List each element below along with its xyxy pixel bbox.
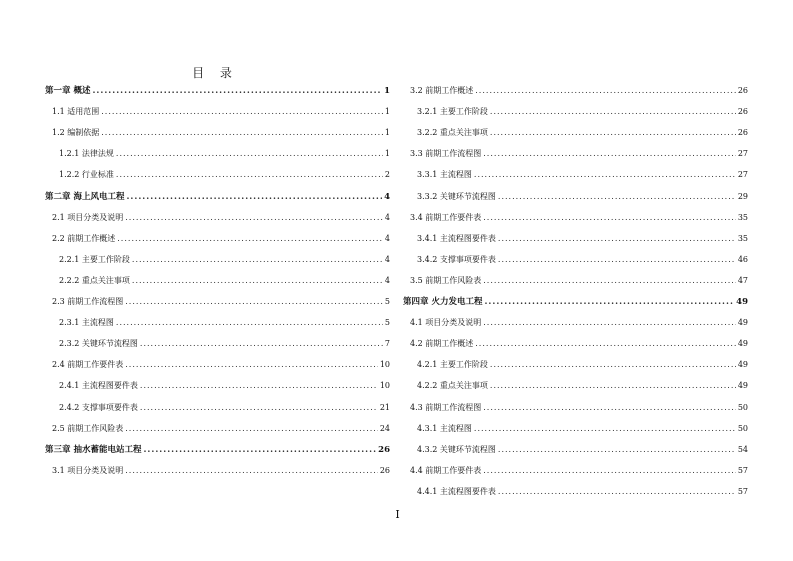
toc-dot-leader [483, 211, 736, 225]
page-number: I [395, 508, 400, 521]
toc-section-entry[interactable] [403, 84, 748, 98]
toc-dot-leader [143, 443, 376, 457]
toc-entry-page: 49 [737, 360, 748, 370]
toc-entry-label: 2.3 前期工作流程图 [52, 297, 124, 306]
toc-dot-leader [484, 295, 734, 309]
toc-entry-label: 1.2 编制依据 [52, 128, 100, 138]
toc-entry-label: 第一章 概述 [45, 86, 91, 96]
toc-section-entry[interactable] [403, 232, 748, 246]
toc-section-entry[interactable] [45, 253, 390, 267]
toc-entry-page: 4 [384, 254, 390, 264]
toc-entry-page: 49 [737, 339, 748, 349]
toc-dot-leader [474, 422, 736, 436]
toc-entry-page: 49 [737, 381, 748, 391]
toc-dot-leader [498, 443, 736, 457]
toc-entry-page: 35 [737, 233, 748, 243]
toc-dot-leader [125, 295, 383, 309]
toc-entry-label: 2.4.1 主流程图要件表 [59, 381, 138, 391]
toc-dot-leader [125, 464, 378, 478]
toc-section-entry[interactable] [403, 422, 748, 436]
toc-entry-page: 50 [737, 402, 748, 412]
toc-entry-label: 2.4 前期工作要件表 [52, 360, 124, 370]
toc-section-entry[interactable] [403, 316, 748, 330]
toc-entry-label: 4.1 项目分类及说明 [410, 318, 482, 328]
toc-entry-label: 3.2.1 主要工作阶段 [417, 107, 488, 117]
toc-section-entry[interactable] [403, 253, 748, 267]
toc-dot-leader [126, 190, 382, 204]
toc-dot-leader [116, 168, 383, 182]
toc-section-entry[interactable] [403, 168, 748, 182]
toc-dot-leader [101, 126, 383, 140]
toc-section-entry[interactable] [45, 295, 390, 309]
toc-entry-page: 49 [737, 318, 748, 328]
toc-entry-page: 35 [737, 212, 748, 222]
toc-dot-leader [483, 464, 736, 478]
toc-entry-page: 24 [379, 423, 390, 433]
toc-section-entry[interactable] [45, 464, 390, 478]
toc-entry-page: 57 [737, 486, 748, 496]
toc-section-entry[interactable] [403, 274, 748, 288]
toc-entry-label: 2.1 项目分类及说明 [52, 212, 124, 222]
toc-section-entry[interactable] [403, 105, 748, 119]
toc-dot-leader [490, 126, 736, 140]
toc-entry-page: 4 [384, 191, 390, 202]
toc-entry-page: 10 [379, 360, 390, 370]
toc-entry-label: 3.2.2 重点关注事项 [417, 128, 488, 138]
toc-section-entry[interactable] [45, 358, 390, 372]
toc-entry-page: 1 [384, 107, 390, 117]
toc-entry-label: 3.2 前期工作概述 [410, 86, 474, 95]
toc-dot-leader [101, 105, 383, 119]
toc-dot-leader [140, 337, 383, 351]
toc-entry-label: 4.4 前期工作要件表 [410, 465, 482, 475]
toc-dot-leader [498, 190, 736, 204]
toc-section-entry[interactable] [403, 126, 748, 140]
toc-section-entry[interactable] [45, 168, 390, 182]
toc-dot-leader [475, 84, 736, 98]
toc-chapter-entry[interactable] [45, 443, 390, 457]
toc-entry-label: 1.2.1 法律法规 [59, 149, 114, 159]
toc-section-entry[interactable] [45, 316, 390, 330]
toc-section-entry[interactable] [403, 401, 748, 415]
toc-entry-page: 47 [737, 275, 748, 285]
toc-section-entry[interactable] [45, 337, 390, 351]
toc-entry-label: 3.3.1 主流程图 [417, 170, 472, 180]
toc-dot-leader [132, 253, 383, 267]
toc-entry-label: 2.5 前期工作风险表 [52, 423, 124, 433]
toc-entry-page: 4 [384, 212, 390, 222]
toc-entry-page: 49 [736, 297, 748, 307]
toc-section-entry[interactable] [45, 126, 390, 140]
toc-dot-leader [498, 232, 736, 246]
toc-title: 目 录 [192, 66, 238, 80]
toc-entry-page: 27 [737, 170, 748, 180]
toc-entry-label: 4.2.2 重点关注事项 [417, 381, 488, 391]
toc-section-entry[interactable] [45, 422, 390, 436]
toc-entry-label: 4.3 前期工作流程图 [410, 402, 482, 412]
toc-dot-leader [92, 84, 382, 98]
toc-entry-label: 3.5 前期工作风险表 [410, 275, 482, 285]
toc-entry-label: 3.3 前期工作流程图 [410, 149, 482, 159]
toc-dot-leader [140, 401, 378, 415]
toc-entry-label: 2.2.2 重点关注事项 [59, 275, 130, 285]
toc-entry-label: 4.2 前期工作概述 [410, 339, 474, 349]
toc-dot-leader [125, 422, 378, 436]
toc-entry-page: 26 [737, 128, 748, 138]
toc-section-entry[interactable] [45, 379, 390, 393]
toc-section-entry[interactable] [45, 401, 390, 415]
toc-entry-page: 27 [737, 149, 748, 159]
toc-dot-leader [498, 485, 736, 499]
toc-entry-label: 4.3.2 关键环节流程图 [417, 444, 496, 454]
toc-dot-leader [475, 337, 736, 351]
toc-dot-leader [116, 147, 383, 161]
toc-entry-label: 4.4.1 主流程图要件表 [417, 486, 496, 496]
toc-chapter-entry[interactable] [45, 190, 390, 204]
toc-entry-label: 4.3.1 主流程图 [417, 423, 472, 433]
toc-dot-leader [483, 274, 736, 288]
toc-section-entry[interactable] [403, 147, 748, 161]
toc-section-entry[interactable] [403, 464, 748, 478]
toc-entry-page: 29 [737, 191, 748, 201]
toc-dot-leader [474, 168, 736, 182]
toc-section-entry[interactable] [45, 147, 390, 161]
toc-dot-leader [125, 358, 378, 372]
toc-entry-page: 26 [737, 107, 748, 117]
toc-entry-page: 26 [378, 444, 390, 455]
toc-section-entry[interactable] [403, 358, 748, 372]
toc-section-entry[interactable] [45, 274, 390, 288]
toc-entry-label: 2.4.2 支撑事项要件表 [59, 402, 138, 412]
toc-entry-page: 1 [384, 149, 390, 159]
toc-entry-label: 第二章 海上风电工程 [45, 191, 125, 202]
toc-entry-label: 3.3.2 关键环节流程图 [417, 191, 496, 201]
toc-entry-label: 3.1 项目分类及说明 [52, 465, 124, 475]
toc-entry-label: 第三章 抽水蓄能电站工程 [45, 444, 142, 455]
toc-entry-page: 5 [384, 318, 390, 328]
toc-entry-page: 57 [737, 465, 748, 475]
toc-entry-page: 2 [384, 170, 390, 180]
toc-section-entry[interactable] [403, 190, 748, 204]
toc-entry-label: 2.3.2 关键环节流程图 [59, 339, 138, 349]
toc-section-entry[interactable] [403, 443, 748, 457]
toc-chapter-entry[interactable] [45, 84, 390, 98]
toc-dot-leader [116, 316, 383, 330]
toc-entry-page: 1 [384, 128, 390, 138]
toc-entry-page: 26 [379, 465, 390, 475]
toc-entry-page: 1 [384, 86, 390, 96]
toc-chapter-entry[interactable] [403, 295, 748, 309]
toc-dot-leader [483, 147, 736, 161]
toc-entry-label: 2.2.1 主要工作阶段 [59, 254, 130, 264]
toc-dot-leader [140, 379, 378, 393]
toc-entry-page: 50 [737, 423, 748, 433]
toc-dot-leader [125, 211, 383, 225]
toc-entry-label: 2.3.1 主流程图 [59, 318, 114, 328]
toc-section-entry[interactable] [403, 337, 748, 351]
toc-section-entry[interactable] [403, 211, 748, 225]
toc-entry-label: 第四章 火力发电工程 [403, 297, 483, 307]
toc-entry-page: 54 [737, 444, 748, 454]
toc-dot-leader [117, 232, 383, 246]
toc-entry-label: 3.4.2 支撑事项要件表 [417, 254, 496, 264]
toc-dot-leader [483, 316, 736, 330]
toc-section-entry[interactable] [403, 485, 748, 499]
toc-entry-label: 4.2.1 主要工作阶段 [417, 360, 488, 370]
toc-entry-page: 21 [379, 402, 390, 412]
toc-section-entry[interactable] [403, 379, 748, 393]
toc-entry-page: 46 [737, 254, 748, 264]
toc-entry-page: 4 [384, 233, 390, 243]
toc-entry-label: 3.4.1 主流程图要件表 [417, 233, 496, 243]
toc-entry-page: 10 [379, 381, 390, 391]
toc-section-entry[interactable] [45, 211, 390, 225]
toc-entry-label: 1.2.2 行业标准 [59, 170, 114, 180]
toc-dot-leader [490, 358, 736, 372]
toc-section-entry[interactable] [45, 232, 390, 246]
toc-entry-page: 4 [384, 275, 390, 285]
toc-entry-page: 7 [384, 339, 390, 349]
toc-entry-label: 2.2 前期工作概述 [52, 233, 116, 243]
toc-dot-leader [498, 253, 736, 267]
toc-entry-label: 1.1 适用范围 [52, 107, 100, 117]
toc-dot-leader [490, 379, 736, 393]
toc-dot-leader [490, 105, 736, 119]
toc-section-entry[interactable] [45, 105, 390, 119]
toc-dot-leader [483, 401, 736, 415]
toc-entry-page: 5 [384, 297, 390, 306]
toc-entry-page: 26 [737, 86, 748, 95]
toc-entry-label: 3.4 前期工作要件表 [410, 212, 482, 222]
toc-dot-leader [132, 274, 383, 288]
